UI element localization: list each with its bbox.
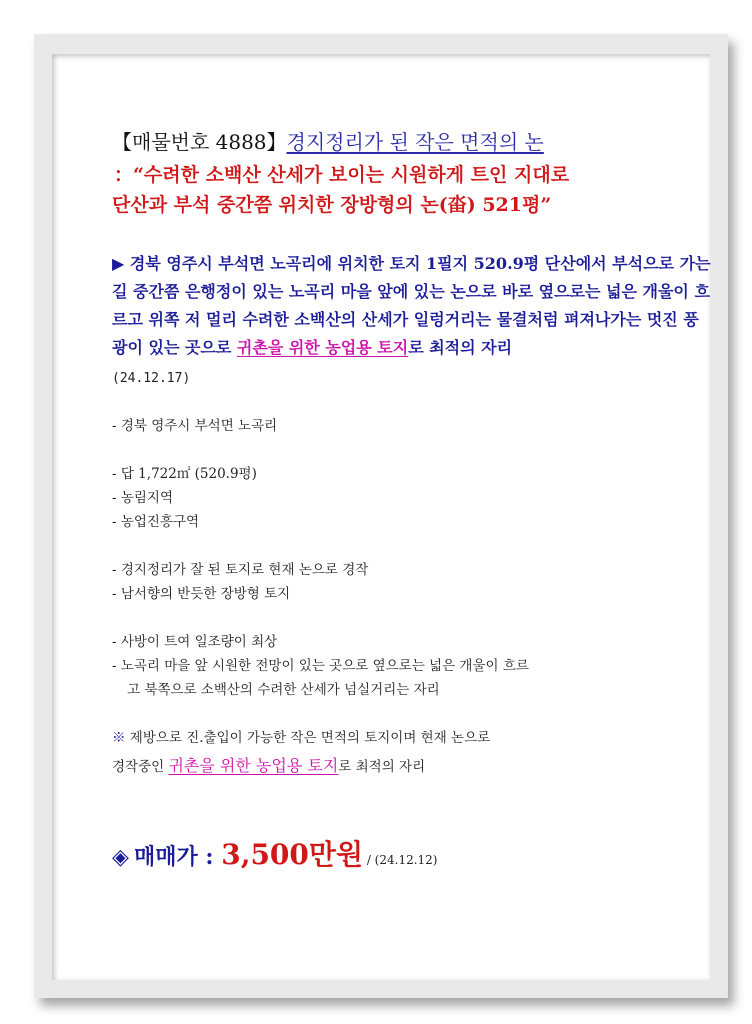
spec-location: - 경북 영주시 부석면 노곡리 (112, 418, 278, 434)
note-paragraph (112, 724, 712, 781)
listing-title (112, 128, 712, 156)
note-line2-start: 경작중인 (112, 759, 169, 775)
description-paragraph (112, 250, 712, 362)
description-date: (24.12.17) (112, 371, 191, 386)
listing-content (112, 128, 712, 873)
note-line1: 제방으로 진.출입이 가능한 작은 면적의 토지이며 현재 논으로 (125, 730, 491, 746)
price-date: / (24.12.12) (363, 853, 438, 867)
spec-area: - 답 1,722㎡ (520.9평) (112, 466, 257, 482)
price-amount: 3,500만원 (221, 838, 363, 871)
price-label: 매매가 : (134, 844, 222, 870)
description-highlight: 귀촌을 위한 농업용 토지 (236, 338, 409, 357)
listing-number: 【매물번호 4888】 (112, 130, 287, 154)
description-text: ▶ 경북 영주시 부석면 노곡리에 위치한 토지 1필지 520.9평 단산에서 부석으로 가는 길 중간쯤 은행정이 있는 노곡리 마을 앞에 있는 논으로 바로 옆으로는 넓은 개울이 흐르고 위쪽 저 멀리 수려한 소백산의 산세가 일렁거리는 물결처럼 펴져나가는 멋진 풍광이 있는 곳으로 (112, 254, 711, 357)
diamond-icon: ◈ (112, 845, 129, 870)
spec-zone1: - 농림지역 (112, 490, 174, 506)
listing-quote-line2: 단산과 부석 중간쯤 위치한 장방형의 논(畓) 521평” (112, 194, 552, 216)
price-line (112, 833, 712, 873)
spec-zone2: - 농업진흥구역 (112, 514, 200, 530)
spec-feature4-line2: 고 북쪽으로 소백산의 수려한 산세가 넘실거리는 자리 (127, 682, 440, 698)
note-mark: ※ (112, 730, 126, 746)
spec-feature3: - 사방이 트여 일조량이 최상 (112, 634, 278, 650)
note-line2-end: 로 최적의 자리 (338, 759, 426, 775)
spec-feature1: - 경지정리가 잘 된 토지로 현재 논으로 경작 (112, 562, 369, 578)
description-text-end: 로 최적의 자리 (408, 338, 513, 357)
spec-feature2: - 남서향의 반듯한 장방형 토지 (112, 586, 291, 602)
spec-feature4-line1: - 노곡리 마을 앞 시원한 전망이 있는 곳으로 옆으로는 넓은 개울이 흐르 (112, 658, 529, 674)
listing-headline: 경지정리가 된 작은 면적의 논 (286, 130, 544, 154)
note-highlight: 귀촌을 위한 농업용 토지 (168, 756, 339, 775)
listing-quote-line1: ：“수려한 소백산 산세가 보이는 시원하게 트인 지대로 (114, 164, 570, 186)
